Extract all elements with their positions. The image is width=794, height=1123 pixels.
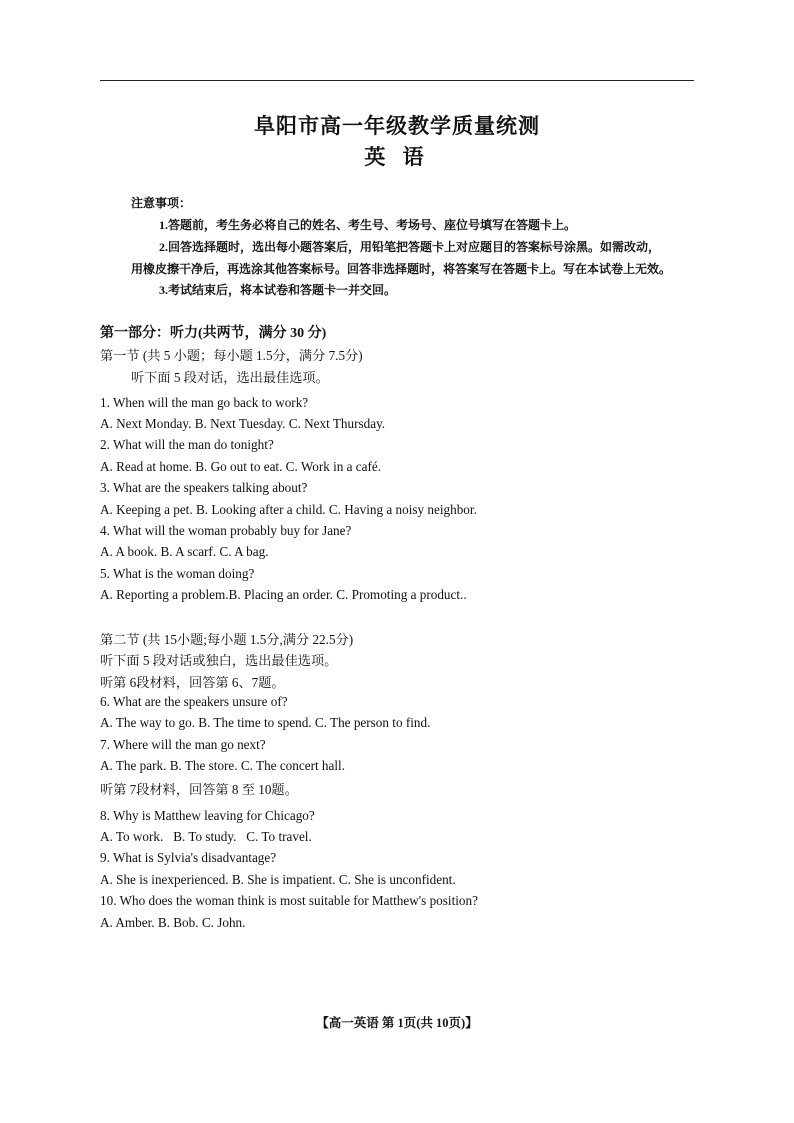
answer-options-8: A. To work. B. To study. C. To travel. [100, 829, 312, 844]
answer-options-2: A. Read at home. B. Go out to eat. C. Work in a café. [100, 459, 382, 474]
part1-heading: 第一部分：听力(共两节，满分 30 分) [100, 326, 327, 341]
notice-item-2a: 2.回答选择题时，选出每小题答案后，用铅笔把答题卡上对应题目的答案标号涂黑。如需改动， [159, 240, 661, 254]
notice-heading: 注意事项： [131, 196, 192, 210]
notice-item-1: 1.答题前，考生务必将自己的姓名、考生号、考场号、座位号填写在答题卡上。 [159, 218, 577, 232]
question-2: 2. What will the man do tonight? [100, 437, 274, 452]
notice-item-2b: 用橡皮擦干净后，再选涂其他答案标号。回答非选择题时，将答案写在答题卡上。写在本试卷上无效。 [131, 262, 672, 276]
material-6-note: 听第 6段材料，回答第 6、7题。 [100, 675, 285, 690]
notice-item-3: 3.考试结束后，将本试卷和答题卡一并交回。 [159, 283, 397, 297]
answer-options-7: A. The park. B. The store. C. The concert hall. [100, 758, 346, 773]
answer-options-3: A. Keeping a pet. B. Looking after a child. C. Having a noisy neighbor. [100, 502, 477, 517]
question-7: 7. Where will the man go next? [100, 737, 266, 752]
question-6: 6. What are the speakers unsure of? [100, 694, 288, 709]
question-5: 5. What is the woman doing? [100, 566, 255, 581]
question-1: 1. When will the man go back to work? [100, 395, 309, 410]
answer-options-4: A. A book. B. A scarf. C. A bag. [100, 544, 269, 559]
section1-instruction: 听下面 5 段对话，选出最佳选项。 [131, 370, 329, 385]
page-footer: 【高一英语 第 1页(共 10页)】 [316, 1016, 478, 1030]
question-3: 3. What are the speakers talking about? [100, 480, 308, 495]
answer-options-6: A. The way to go. B. The time to spend. C. The person to find. [100, 715, 431, 730]
material-7-note: 听第 7段材料，回答第 8 至 10题。 [100, 782, 298, 797]
section2-heading: 第二节 (共 15小题;每小题 1.5分,满分 22.5分) [100, 632, 354, 647]
exam-title: 阜阳市高一年级教学质量统测 [254, 114, 540, 138]
subject-title: 英 语 [364, 145, 430, 169]
answer-options-1: A. Next Monday. B. Next Tuesday. C. Next Thursday. [100, 416, 386, 431]
section2-instruction: 听下面 5 段对话或独白，选出最佳选项。 [100, 653, 338, 668]
question-8: 8. Why is Matthew leaving for Chicago? [100, 808, 315, 823]
question-4: 4. What will the woman probably buy for Jane? [100, 523, 352, 538]
top-rule [100, 80, 694, 81]
answer-options-10: A. Amber. B. Bob. C. John. [100, 915, 246, 930]
answer-options-5: A. Reporting a problem.B. Placing an order. C. Promoting a product.. [100, 587, 467, 602]
answer-options-9: A. She is inexperienced. B. She is impatient. C. She is unconfident. [100, 872, 456, 887]
section1-heading: 第一节 (共 5 小题；每小题 1.5分，满分 7.5分) [100, 348, 363, 363]
question-9: 9. What is Sylvia's disadvantage? [100, 850, 277, 865]
question-10: 10. Who does the woman think is most suitable for Matthew's position? [100, 893, 478, 908]
